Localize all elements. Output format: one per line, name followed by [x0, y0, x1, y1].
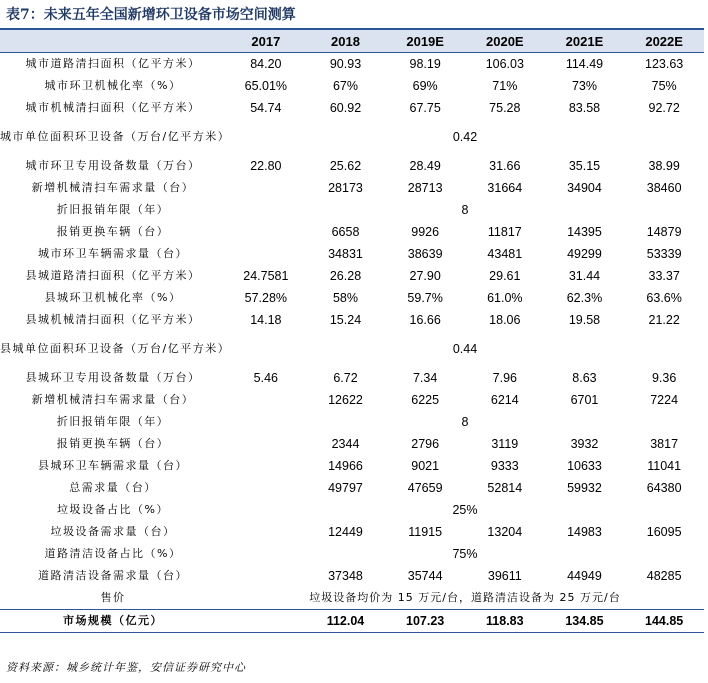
value-cell: 24.7581 — [243, 269, 289, 283]
value-cell: 123.63 — [645, 57, 684, 71]
source-note: 资料来源：城乡统计年鉴，安信证券研究中心 — [6, 661, 246, 674]
value-cell: 14966 — [328, 459, 363, 473]
value-cell: 49797 — [328, 481, 363, 495]
value-cell: 14983 — [567, 525, 602, 539]
table-row — [0, 53, 704, 76]
table-row — [0, 287, 704, 309]
table-row — [0, 477, 704, 499]
merged-value-cell: 0.42 — [452, 130, 478, 144]
table-row — [0, 367, 704, 389]
value-cell: 3817 — [650, 437, 679, 451]
value-cell: 6658 — [331, 225, 360, 239]
value-cell: 9.36 — [651, 371, 677, 385]
value-cell: 31.44 — [568, 269, 601, 283]
table-body — [0, 53, 704, 633]
table-row — [0, 75, 704, 97]
row-label: 县城机械清扫面积（亿平方米） — [25, 313, 201, 326]
value-cell: 35744 — [407, 569, 443, 583]
row-label: 县城环卫机械化率（%） — [44, 291, 182, 304]
value-cell: 3932 — [570, 437, 599, 451]
table-row — [0, 119, 704, 155]
header-row — [0, 30, 704, 53]
value-cell: 58% — [332, 291, 359, 305]
table-title: 表7：未来五年全国新增环卫设备市场空间测算 — [6, 7, 296, 23]
row-label: 市场规模（亿元） — [0, 610, 226, 633]
row-label: 道路清洁设备占比（%） — [44, 547, 182, 560]
table-row — [0, 433, 704, 455]
value-cell: 18.06 — [489, 313, 521, 327]
value-cell: 7.96 — [492, 371, 517, 385]
value-cell: 114.49 — [565, 57, 604, 71]
value-cell: 61.0% — [487, 291, 523, 305]
table-row — [0, 331, 704, 367]
value-cell: 69% — [412, 79, 438, 93]
value-cell: 38.99 — [648, 159, 680, 173]
value-cell: 6.72 — [333, 371, 358, 385]
row-label: 垃圾设备占比（%） — [57, 503, 169, 516]
value-cell: 52814 — [487, 481, 523, 495]
header-year-cell: 2019E — [385, 30, 465, 53]
value-cell: 2344 — [331, 437, 360, 451]
table-row — [0, 565, 704, 587]
row-label: 城市环卫机械化率（%） — [44, 79, 182, 92]
header-year-cell: 2017 — [226, 30, 306, 53]
value-cell: 75.28 — [489, 101, 521, 115]
value-cell: 62.3% — [566, 291, 603, 305]
value-cell: 112.04 — [306, 610, 386, 633]
total-row — [0, 610, 704, 633]
value-cell — [226, 455, 306, 477]
value-cell: 9021 — [411, 459, 440, 473]
value-cell: 6225 — [411, 393, 440, 407]
value-cell: 5.46 — [253, 371, 279, 385]
value-cell: 8.63 — [572, 371, 597, 385]
merged-value-cell: 8 — [461, 203, 469, 217]
value-cell: 10633 — [567, 459, 602, 473]
value-cell: 14.18 — [250, 313, 282, 327]
value-cell: 34831 — [328, 247, 363, 261]
value-cell: 25.62 — [329, 159, 362, 173]
value-cell: 21.22 — [648, 313, 680, 327]
row-label: 县城环卫专用设备数量（万台） — [25, 371, 201, 384]
row-label: 新增机械清扫车需求量（台） — [31, 181, 195, 194]
merged-value-cell: 25% — [452, 503, 478, 517]
value-cell: 90.93 — [329, 57, 362, 71]
value-cell: 75% — [651, 79, 677, 93]
value-cell: 19.58 — [568, 313, 601, 327]
value-cell: 11915 — [408, 525, 443, 539]
merged-value-cell: 8 — [461, 415, 469, 429]
value-cell: 38639 — [407, 247, 443, 261]
row-label: 城市环卫专用设备数量（万台） — [25, 159, 201, 172]
value-cell: 67.75 — [409, 101, 441, 115]
table-row — [0, 411, 704, 433]
value-cell: 11817 — [487, 225, 522, 239]
value-cell: 28.49 — [409, 159, 441, 173]
value-cell: 57.28% — [244, 291, 288, 305]
value-cell: 59.7% — [407, 291, 443, 305]
value-cell — [226, 565, 306, 587]
header-year-cell: 2018 — [306, 30, 386, 53]
value-cell: 29.61 — [489, 269, 521, 283]
value-cell: 14395 — [567, 225, 602, 239]
row-label: 城市单位面积环卫设备（万台/亿平方米） — [0, 130, 231, 143]
value-cell: 39611 — [487, 569, 522, 583]
value-cell — [226, 243, 306, 265]
value-cell — [226, 177, 306, 199]
value-cell: 48285 — [646, 569, 682, 583]
value-cell: 43481 — [487, 247, 523, 261]
table-row — [0, 177, 704, 199]
value-cell — [226, 610, 306, 633]
value-cell — [226, 521, 306, 543]
value-cell: 47659 — [407, 481, 443, 495]
table-row — [0, 499, 704, 521]
value-cell — [226, 433, 306, 455]
table-row — [0, 199, 704, 221]
value-cell: 7224 — [650, 393, 679, 407]
header-year-cell: 2020E — [465, 30, 545, 53]
table-row — [0, 543, 704, 565]
value-cell: 7.34 — [412, 371, 438, 385]
value-cell: 12449 — [328, 525, 363, 539]
value-cell: 107.23 — [385, 610, 465, 633]
value-cell: 67% — [332, 79, 359, 93]
row-label: 折旧报销年限（年） — [56, 203, 170, 216]
value-cell: 92.72 — [648, 101, 680, 115]
value-cell: 59932 — [567, 481, 602, 495]
value-cell: 15.24 — [329, 313, 362, 327]
value-cell: 9926 — [411, 225, 440, 239]
value-cell: 65.01% — [244, 79, 288, 93]
row-label: 城市机械清扫面积（亿平方米） — [25, 101, 201, 114]
row-label: 售价 — [100, 591, 126, 604]
value-cell: 28173 — [328, 181, 363, 195]
value-cell: 13204 — [487, 525, 523, 539]
table-row — [0, 265, 704, 287]
value-cell: 64380 — [646, 481, 682, 495]
value-cell — [226, 221, 306, 243]
table-row — [0, 455, 704, 477]
table-row — [0, 587, 704, 610]
value-cell: 16095 — [646, 525, 682, 539]
header-year-cell: 2021E — [545, 30, 625, 53]
value-cell: 35.15 — [568, 159, 601, 173]
value-cell: 84.20 — [250, 57, 282, 71]
value-cell: 38460 — [646, 181, 682, 195]
value-cell: 98.19 — [409, 57, 441, 71]
value-cell: 26.28 — [329, 269, 362, 283]
value-cell: 22.80 — [250, 159, 282, 173]
table-row — [0, 155, 704, 177]
value-cell: 11041 — [647, 459, 682, 473]
header-year-cell: 2022E — [624, 30, 704, 53]
value-cell: 6701 — [570, 393, 599, 407]
merged-value-cell: 75% — [452, 547, 478, 561]
value-cell: 49299 — [567, 247, 602, 261]
value-cell: 28713 — [407, 181, 443, 195]
table-row — [0, 521, 704, 543]
value-cell — [226, 389, 306, 411]
merged-value-cell: 垃圾设备均价为 15 万元/台，道路清洁设备为 25 万元/台 — [309, 591, 621, 604]
table-row — [0, 389, 704, 411]
value-cell: 73% — [571, 79, 597, 93]
market-space-table — [0, 30, 704, 633]
row-label: 新增机械清扫车需求量（台） — [31, 393, 195, 406]
value-cell: 31.66 — [489, 159, 521, 173]
table-row — [0, 97, 704, 119]
value-cell: 27.90 — [409, 269, 441, 283]
value-cell: 9333 — [490, 459, 519, 473]
row-label: 道路清洁设备需求量（台） — [38, 569, 188, 582]
row-label: 城市道路清扫面积（亿平方米） — [25, 57, 201, 70]
value-cell: 106.03 — [485, 57, 524, 71]
table-row — [0, 243, 704, 265]
value-cell: 33.37 — [648, 269, 680, 283]
row-label: 城市环卫车辆需求量（台） — [38, 247, 188, 260]
table-row — [0, 309, 704, 331]
value-cell: 54.74 — [250, 101, 282, 115]
value-cell: 44949 — [567, 569, 602, 583]
row-label: 县城单位面积环卫设备（万台/亿平方米） — [0, 342, 231, 355]
value-cell: 16.66 — [409, 313, 441, 327]
value-cell: 3119 — [491, 437, 519, 451]
value-cell: 14879 — [646, 225, 682, 239]
row-label: 县城道路清扫面积（亿平方米） — [25, 269, 201, 282]
row-label: 总需求量（台） — [69, 481, 157, 494]
header-blank-cell — [0, 30, 226, 53]
value-cell: 83.58 — [568, 101, 601, 115]
value-cell: 31664 — [487, 181, 523, 195]
value-cell: 53339 — [646, 247, 682, 261]
value-cell: 37348 — [328, 569, 363, 583]
value-cell: 12622 — [328, 393, 363, 407]
table-row — [0, 221, 704, 243]
value-cell: 144.85 — [624, 610, 704, 633]
row-label: 垃圾设备需求量（台） — [50, 525, 176, 538]
row-label: 折旧报销年限（年） — [56, 415, 170, 428]
value-cell: 2796 — [411, 437, 440, 451]
value-cell: 63.6% — [646, 291, 682, 305]
value-cell: 134.85 — [545, 610, 625, 633]
row-label: 报销更换车辆（台） — [56, 437, 170, 450]
row-label: 县城环卫车辆需求量（台） — [38, 459, 188, 472]
value-cell: 71% — [492, 79, 518, 93]
value-cell: 118.83 — [465, 610, 545, 633]
value-cell: 60.92 — [329, 101, 362, 115]
value-cell — [226, 477, 306, 499]
value-cell: 6214 — [490, 393, 519, 407]
value-cell: 34904 — [567, 181, 602, 195]
row-label: 报销更换车辆（台） — [56, 225, 170, 238]
merged-value-cell: 0.44 — [452, 342, 478, 356]
